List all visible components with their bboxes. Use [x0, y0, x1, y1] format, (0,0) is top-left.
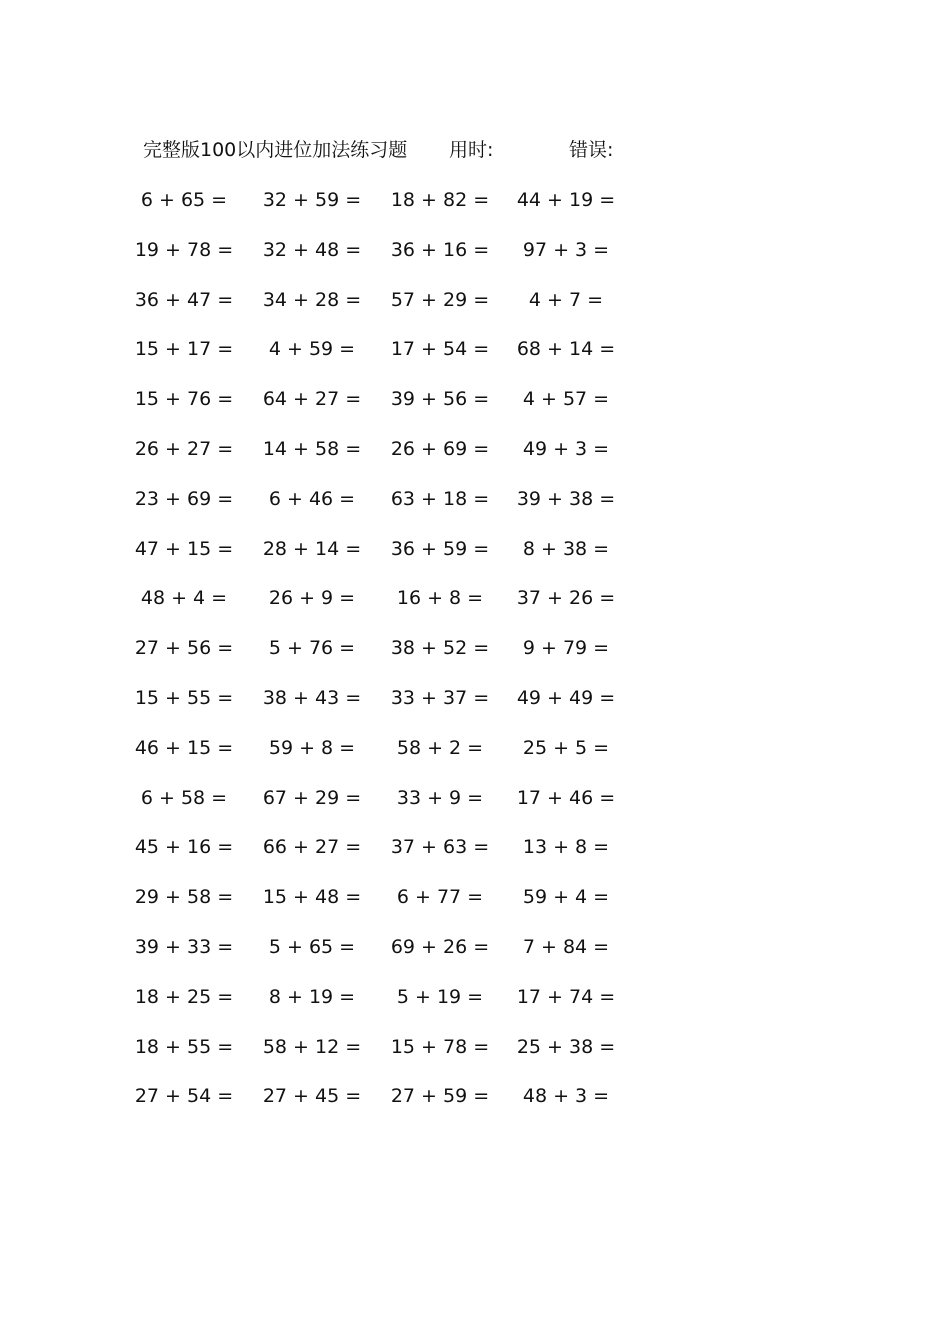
- addition-problem: 68 + 14 =: [516, 338, 616, 361]
- addition-problem: 49 + 49 =: [516, 686, 616, 709]
- addition-problem: 59 + 8 =: [268, 736, 356, 759]
- problem-row: [0, 286, 950, 336]
- addition-problem: 58 + 2 =: [396, 736, 484, 759]
- addition-problem: 4 + 59 =: [268, 338, 356, 361]
- addition-problem: 44 + 19 =: [516, 189, 616, 211]
- addition-problem: 15 + 48 =: [262, 886, 362, 909]
- addition-problem: 8 + 19 =: [268, 985, 356, 1008]
- addition-problem: 39 + 38 =: [516, 487, 616, 510]
- problem-row: [0, 1033, 950, 1083]
- addition-problem: 39 + 56 =: [390, 388, 490, 411]
- addition-problem: 26 + 69 =: [390, 437, 490, 460]
- addition-problem: 45 + 16 =: [134, 836, 234, 859]
- addition-problem: 15 + 76 =: [134, 388, 234, 411]
- addition-problem: 4 + 7 =: [528, 288, 604, 311]
- addition-problem: 26 + 9 =: [268, 587, 356, 610]
- addition-problem: 26 + 27 =: [134, 437, 234, 460]
- addition-problem: 18 + 55 =: [134, 1035, 234, 1058]
- addition-problem: 63 + 18 =: [390, 487, 490, 510]
- addition-problem: 33 + 9 =: [396, 786, 484, 809]
- addition-problem: 59 + 4 =: [522, 886, 610, 909]
- errors-label: 错误:: [569, 139, 614, 161]
- addition-problem: 17 + 54 =: [390, 338, 490, 361]
- problem-grid: [0, 186, 950, 1132]
- addition-problem: 15 + 17 =: [134, 338, 234, 361]
- addition-problem: 19 + 78 =: [134, 238, 234, 261]
- worksheet-title: 完整版100以内进位加法练习题: [143, 139, 408, 161]
- addition-problem: 48 + 4 =: [140, 587, 228, 610]
- addition-problem: 17 + 74 =: [516, 985, 616, 1008]
- addition-problem: 97 + 3 =: [522, 238, 610, 261]
- problem-row: [0, 485, 950, 535]
- addition-problem: 16 + 8 =: [396, 587, 484, 610]
- problem-row: [0, 684, 950, 734]
- addition-problem: 6 + 58 =: [140, 786, 228, 809]
- addition-problem: 58 + 12 =: [262, 1035, 362, 1058]
- addition-problem: 23 + 69 =: [134, 487, 234, 510]
- addition-problem: 5 + 65 =: [268, 935, 356, 958]
- addition-problem: 6 + 77 =: [396, 886, 484, 909]
- addition-problem: 13 + 8 =: [522, 836, 610, 859]
- addition-problem: 4 + 57 =: [522, 388, 610, 411]
- addition-problem: 46 + 15 =: [134, 736, 234, 759]
- addition-problem: 69 + 26 =: [390, 935, 490, 958]
- addition-problem: 9 + 79 =: [522, 637, 610, 660]
- worksheet-header: [143, 136, 663, 164]
- addition-problem: 6 + 46 =: [268, 487, 356, 510]
- problem-row: [0, 186, 950, 236]
- problem-row: [0, 784, 950, 834]
- problem-row: [0, 535, 950, 585]
- problem-row: [0, 634, 950, 684]
- addition-problem: 15 + 55 =: [134, 686, 234, 709]
- addition-problem: 36 + 59 =: [390, 537, 490, 560]
- addition-problem: 32 + 59 =: [262, 189, 362, 211]
- addition-problem: 25 + 5 =: [522, 736, 610, 759]
- addition-problem: 25 + 38 =: [516, 1035, 616, 1058]
- addition-problem: 27 + 56 =: [134, 637, 234, 660]
- addition-problem: 14 + 58 =: [262, 437, 362, 460]
- addition-problem: 18 + 25 =: [134, 985, 234, 1008]
- addition-problem: 29 + 58 =: [134, 886, 234, 909]
- problem-row: [0, 335, 950, 385]
- time-label: 用时:: [449, 139, 494, 161]
- addition-problem: 38 + 43 =: [262, 686, 362, 709]
- problem-row: [0, 933, 950, 983]
- addition-problem: 33 + 37 =: [390, 686, 490, 709]
- problem-row: [0, 983, 950, 1033]
- addition-problem: 27 + 59 =: [390, 1085, 490, 1108]
- addition-problem: 28 + 14 =: [262, 537, 362, 560]
- addition-problem: 67 + 29 =: [262, 786, 362, 809]
- addition-problem: 8 + 38 =: [522, 537, 610, 560]
- problem-row: [0, 883, 950, 933]
- problem-row: [0, 435, 950, 485]
- addition-problem: 39 + 33 =: [134, 935, 234, 958]
- addition-problem: 37 + 26 =: [516, 587, 616, 610]
- problem-row: [0, 236, 950, 286]
- addition-problem: 47 + 15 =: [134, 537, 234, 560]
- addition-problem: 48 + 3 =: [522, 1085, 610, 1108]
- addition-problem: 36 + 47 =: [134, 288, 234, 311]
- addition-problem: 15 + 78 =: [390, 1035, 490, 1058]
- addition-problem: 64 + 27 =: [262, 388, 362, 411]
- addition-problem: 6 + 65 =: [140, 189, 228, 211]
- addition-problem: 36 + 16 =: [390, 238, 490, 261]
- addition-problem: 17 + 46 =: [516, 786, 616, 809]
- addition-problem: 27 + 45 =: [262, 1085, 362, 1108]
- addition-problem: 5 + 19 =: [396, 985, 484, 1008]
- addition-problem: 38 + 52 =: [390, 637, 490, 660]
- addition-problem: 37 + 63 =: [390, 836, 490, 859]
- problem-row: [0, 734, 950, 784]
- addition-problem: 7 + 84 =: [522, 935, 610, 958]
- problem-row: [0, 833, 950, 883]
- addition-problem: 49 + 3 =: [522, 437, 610, 460]
- addition-problem: 5 + 76 =: [268, 637, 356, 660]
- problem-row: [0, 1082, 950, 1132]
- problem-row: [0, 584, 950, 634]
- addition-problem: 32 + 48 =: [262, 238, 362, 261]
- addition-problem: 27 + 54 =: [134, 1085, 234, 1108]
- problem-row: [0, 385, 950, 435]
- addition-problem: 18 + 82 =: [390, 189, 490, 211]
- addition-problem: 66 + 27 =: [262, 836, 362, 859]
- addition-problem: 34 + 28 =: [262, 288, 362, 311]
- addition-problem: 57 + 29 =: [390, 288, 490, 311]
